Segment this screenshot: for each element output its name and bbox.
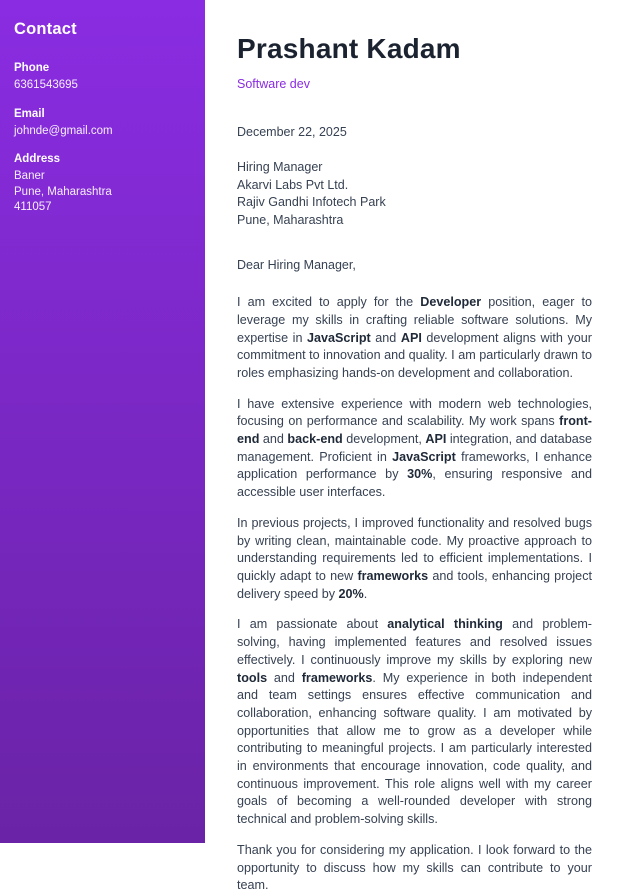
letter-paragraph: In previous projects, I improved functionality and resolved bugs by writing clean, maintainable code. My proactive approach to understanding requirements led to efficient implementations. I quickly adapt to new frameworks and tools, enhancing project delivery speed by 20%. — [237, 515, 592, 601]
email-value: johnde@gmail.com — [14, 124, 113, 137]
letter-paragraph: I am excited to apply for the Developer position, eager to leverage my skills in crafting reliable software solutions. My expertise in JavaScript and API development aligns with your commitment to innovation and quality. I am particularly drawn to roles emphasizing hands-on development and collaboration. — [237, 295, 593, 380]
recipient-block — [237, 159, 592, 229]
contact-heading: Contact — [14, 20, 77, 38]
letter-paragraphs — [237, 294, 592, 895]
recipient-line: Hiring Manager — [237, 160, 323, 175]
address-line: Pune, Maharashtra — [14, 185, 112, 198]
recipient-line: Pune, Maharashtra — [237, 212, 344, 227]
contact-group-phone — [14, 61, 191, 94]
contact-group-address — [14, 152, 191, 216]
address-line: 411057 — [14, 201, 52, 213]
email-label: Email — [14, 107, 45, 120]
recipient-line: Akarvi Labs Pvt Ltd. — [237, 177, 349, 192]
candidate-name: Prashant Kadam — [237, 33, 461, 64]
letter-paragraph: I am passionate about analytical thinking and problem-solving, having implemented features and resolved issues effectively. I continuously improve my skills by exploring new tools and frameworks. My experience in both independent and team settings ensures effective communication and collaboration, enhancing software quality. I am motivated by opportunities that allow me to grow as a developer while contributing to meaningful projects. I am particularly interested in environments that encourage innovation, code quality, and continuous improvement. This role aligns well with my career goals of becoming a well-rounded developer with strong technical and problem-solving skills. — [237, 617, 593, 827]
cover-letter-body — [205, 0, 620, 893]
address-label: Address — [14, 153, 61, 165]
salutation: Dear Hiring Manager, — [237, 257, 356, 272]
contact-sidebar — [0, 0, 205, 843]
contact-group-email — [14, 107, 191, 140]
recipient-line: Rajiv Gandhi Infotech Park — [237, 195, 386, 210]
letter-paragraph-clipped: Thank you for considering my application. I look forward to the opportunity to discuss how my skills can contribute to your team. — [237, 842, 592, 893]
candidate-role: Software dev — [237, 77, 310, 92]
letter-date: December 22, 2025 — [237, 125, 347, 140]
phone-value: 6361543695 — [14, 79, 78, 91]
letter-paragraph: I have extensive experience with modern web technologies, focusing on performance and scalability. My work spans front-end and back-end development, API integration, and database management. Proficient in JavaScript frameworks, I enhance application performance by 30%, ensuring responsive and accessible user interfaces. — [237, 396, 592, 500]
address-line: Baner — [14, 170, 45, 182]
phone-label: Phone — [14, 62, 50, 74]
